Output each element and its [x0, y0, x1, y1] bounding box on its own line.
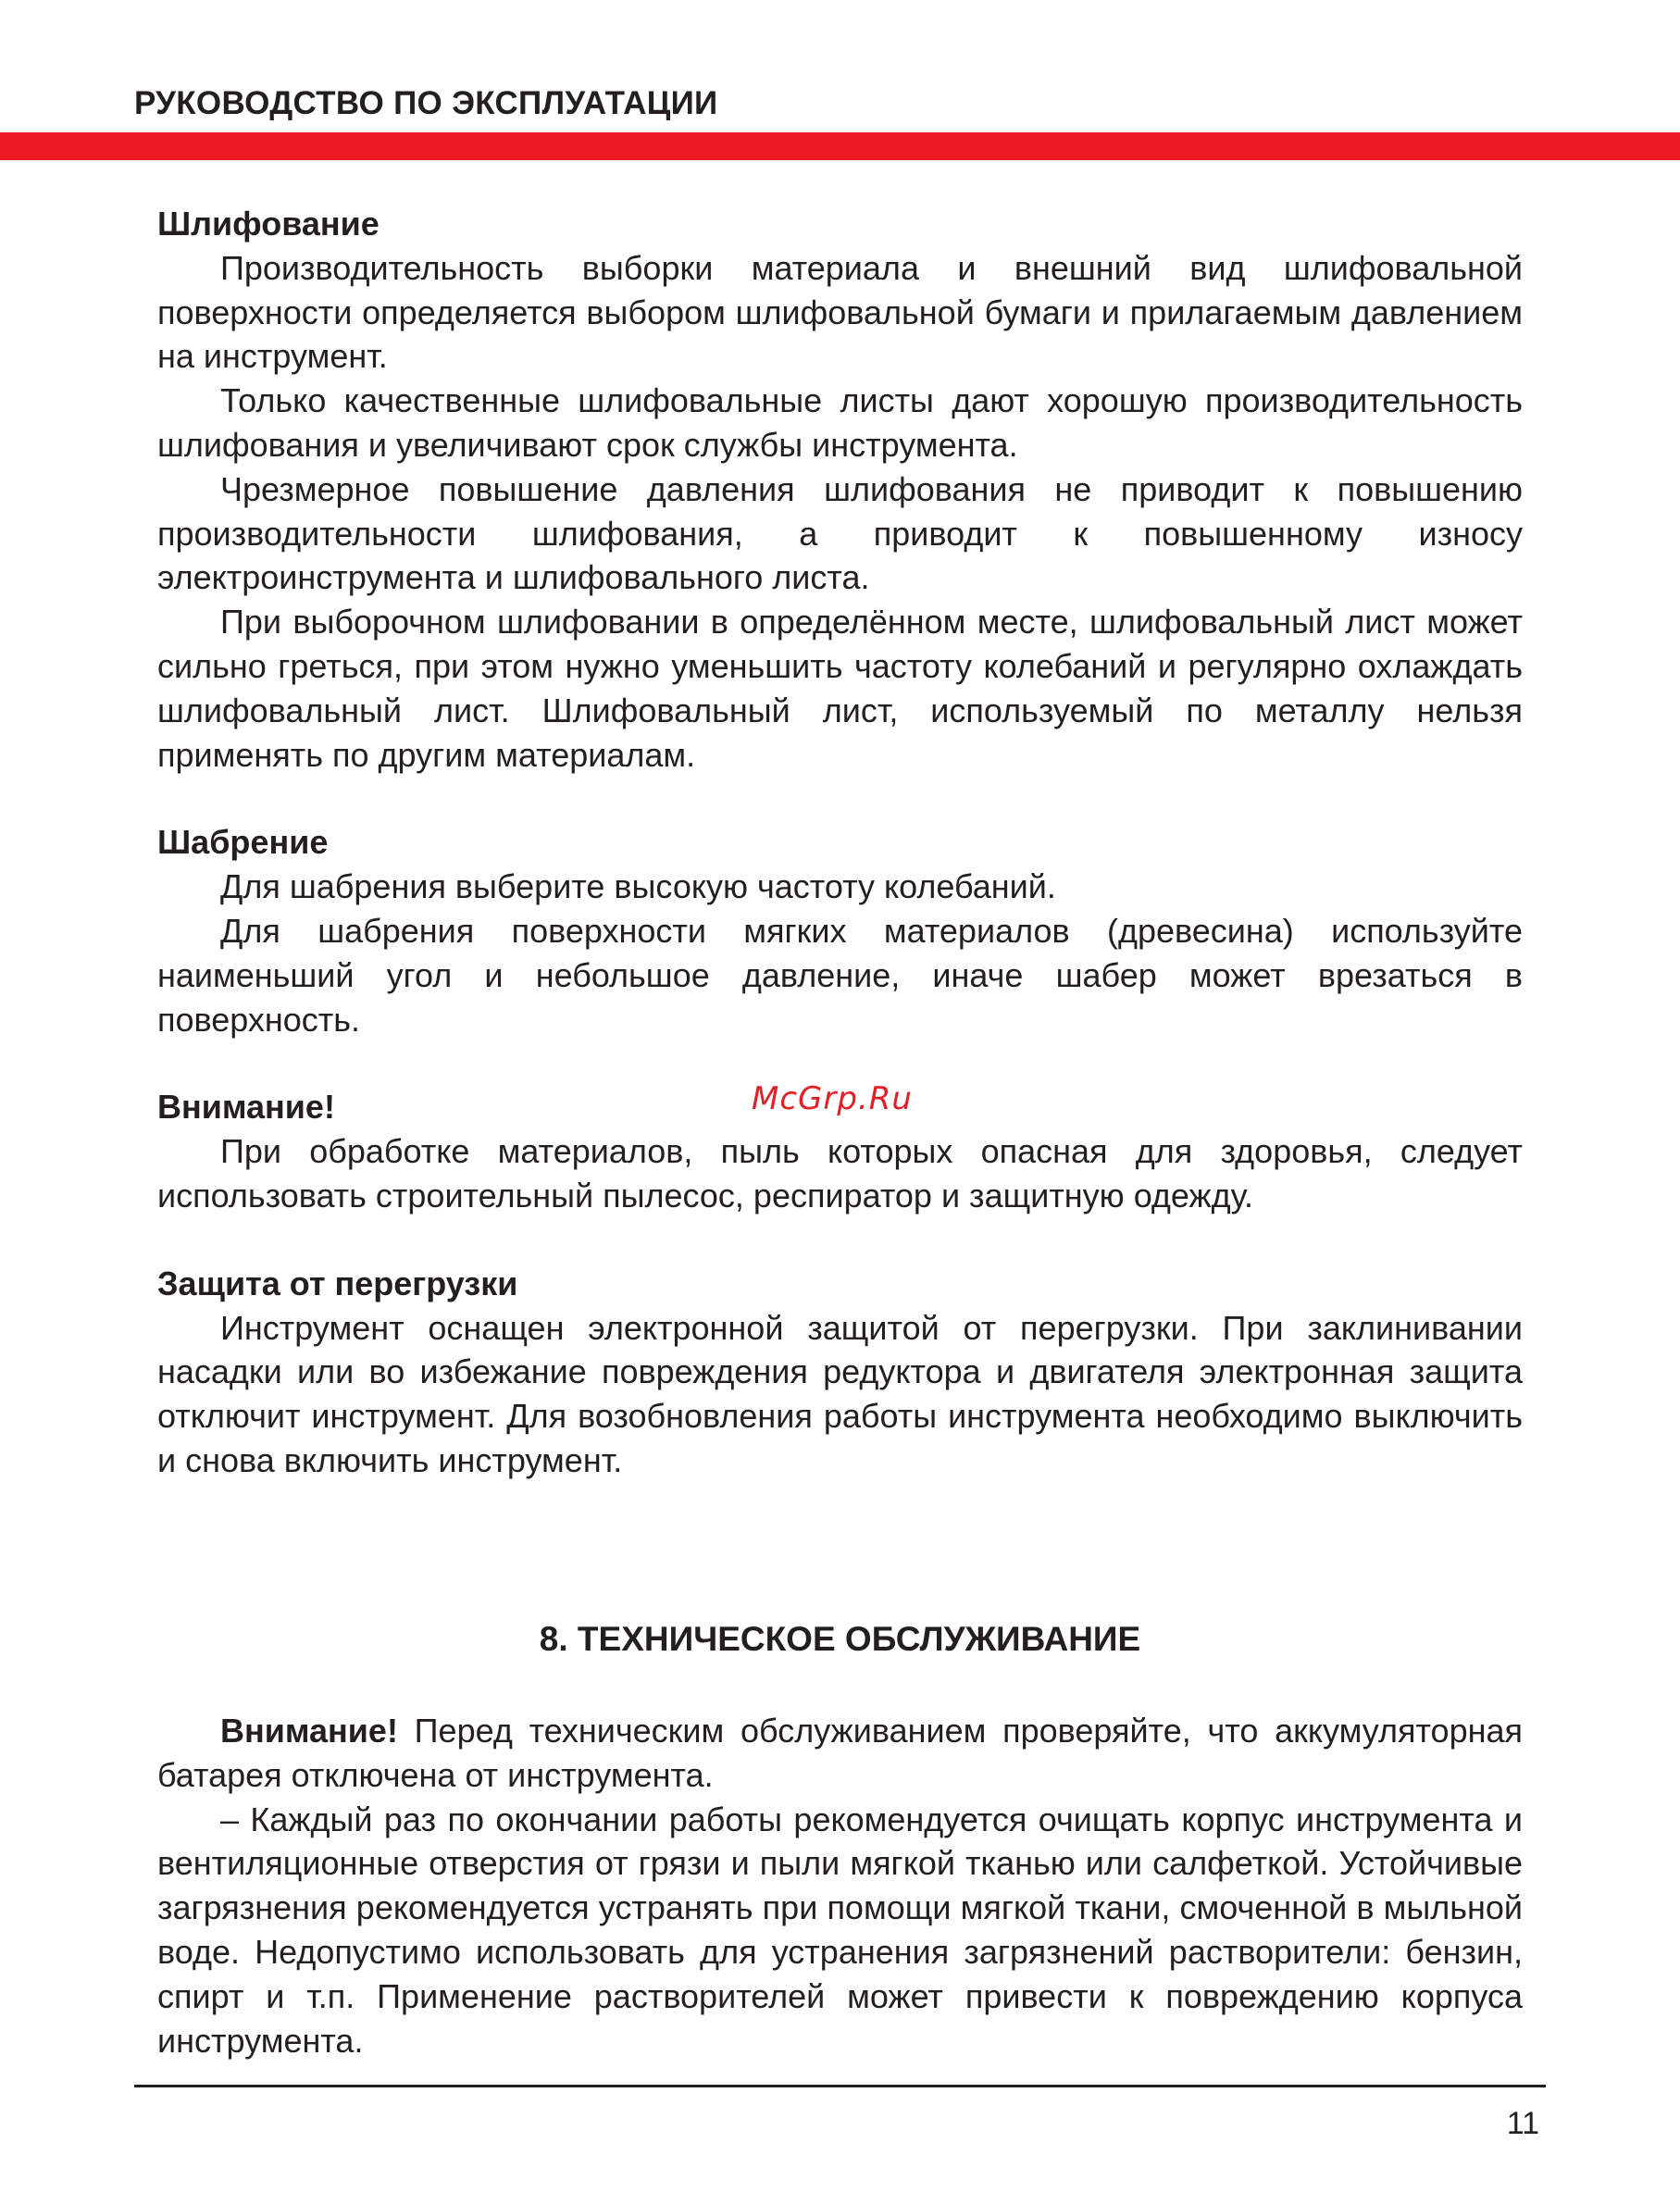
paragraph: Для шабрения поверхности мягких материалов (древесина) используйте наименьший угол и небольшое давление, иначе шабер может врезаться в поверхность. [157, 911, 1523, 1039]
warning-text: Перед техническим обслуживанием проверяйте, что аккумуляторная батарея отключена от инструмента. [157, 1712, 1523, 1794]
section-heading: Защита от перегрузки [157, 1264, 518, 1302]
footer-rule [134, 2085, 1546, 2087]
header-red-bar [0, 132, 1680, 160]
section-grinding [157, 202, 1523, 777]
paragraph: – Каждый раз по окончании работы рекомендуется очищать корпус инструмента и вентиляционные отверстия от грязи и пыли мягкой тканью или салфеткой. Устойчивые загрязнения рекомендуется устранять при помощи мягкой ткани, смоченной в мыльной воде. Недопустимо использовать для устранения загрязнений растворители: бензин, спирт и т.п. Применение растворителей может привести к повреждению корпуса инструмента. [157, 1800, 1523, 2060]
document-header-title: РУКОВОДСТВО ПО ЭКСПЛУАТАЦИИ [134, 85, 718, 121]
warning-paragraph [157, 1709, 1523, 1798]
paragraph: Инструмент оснащен электронной защитой от перегрузки. При заклинивании насадки или во избежание повреждения редуктора и двигателя электронная защита отключит инструмент. Для возобновления работы инструмента необходимо выключить и снова включить инструмент. [157, 1308, 1523, 1479]
paragraph: Производительность выборки материала и внешний вид шлифовальной поверхности определяется выбором шлифовальной бумаги и прилагаемым давлением на инструмент. [157, 248, 1523, 376]
page-number: 11 [1506, 2106, 1539, 2141]
section-heading: Шлифование [157, 205, 380, 243]
paragraph: Чрезмерное повышение давления шлифования не приводит к повышению производительности шлифования, а приводит к повышенному износу электроинструмента и шлифовального листа. [157, 469, 1523, 597]
paragraph: При выборочном шлифовании в определённом месте, шлифовальный лист может сильно греться, при этом нужно уменьшить частоту колебаний и регулярно охлаждать шлифовальный лист. Шлифовальный лист, используемый по металлу нельзя применять по другим материалам. [157, 603, 1523, 774]
watermark-text: McGrp.Ru [752, 1080, 913, 1117]
maintenance-body [157, 1709, 1523, 2062]
section-heading: Внимание! [157, 1088, 335, 1127]
paragraph: Для шабрения выберите высокую частоту колебаний. [220, 867, 1056, 906]
chapter-title: 8. ТЕХНИЧЕСКОЕ ОБСЛУЖИВАНИЕ [539, 1620, 1141, 1658]
paragraph: Только качественные шлифовальные листы дают хорошую производительность шлифования и увеличивают срок службы инструмента. [157, 381, 1523, 464]
section-heading: Шабрение [157, 823, 329, 862]
paragraph: При обработке материалов, пыль которых опасная для здоровья, следует использовать строительный пылесос, респиратор и защитную одежду. [157, 1132, 1523, 1215]
warning-label: Внимание! [220, 1712, 398, 1750]
instructions-body [157, 202, 1523, 1483]
section-overload-protection [157, 1262, 1523, 1483]
section-scraping [157, 820, 1523, 1041]
